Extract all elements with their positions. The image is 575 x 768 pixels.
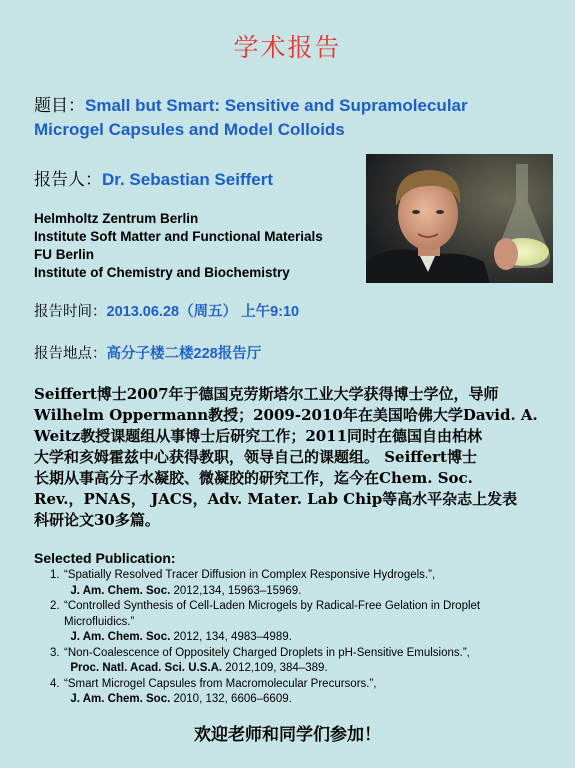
talk-topic (34, 94, 554, 141)
publication-item (50, 599, 550, 646)
affiliation-line: Institute Soft Matter and Functional Materials (34, 229, 323, 244)
affiliation-line: FU Berlin (34, 247, 95, 262)
publication-details: 2012, 134, 4983–4989. (170, 631, 292, 643)
publication-title: “Smart Microgel Capsules from Macromolecular Precursors.”, (64, 677, 377, 690)
closing-invitation: 欢迎老师和同学们参加！ (194, 725, 381, 745)
time-label: 报告时间： (34, 304, 107, 320)
speaker-photo (366, 154, 553, 283)
publication-number: 3. (50, 646, 60, 659)
publication-citation (64, 584, 550, 600)
page-title: 学术报告 (233, 33, 342, 62)
speaker-bio (34, 384, 554, 531)
publication-number: 1. (50, 569, 60, 581)
publication-citation (64, 630, 550, 646)
talk-location (34, 342, 261, 363)
speaker-label: 报告人： (34, 170, 102, 190)
place-label: 报告地点： (34, 346, 107, 362)
publication-number: 2. (50, 600, 60, 612)
speaker-name: Dr. Sebastian Seiffert (102, 170, 274, 189)
publication-item (50, 568, 550, 599)
topic-label: 题目： (34, 96, 85, 116)
place-value: 高分子楼二楼228报告厅 (106, 346, 262, 362)
bio-line: Seiffert博士2007年于德国克劳斯塔尔工业大学获得博士学位，导师 (34, 385, 499, 403)
publication-journal: J. Am. Chem. Soc. (70, 631, 171, 643)
publication-details: 2012,109, 384–389. (222, 662, 328, 674)
affiliation-line: Institute of Chemistry and Biochemistry (34, 265, 290, 280)
topic-line-2: Microgel Capsules and Model Colloids (34, 120, 345, 139)
talk-time (34, 300, 299, 321)
speaker-photo-illustration (366, 154, 553, 283)
publication-citation (64, 661, 550, 677)
publication-citation (64, 692, 550, 708)
publication-title: “Controlled Synthesis of Cell-Laden Microgels by Radical-Free Gelation in Droplet (64, 600, 481, 612)
publication-title: Microfluidics.” (64, 615, 135, 628)
publication-item (50, 677, 550, 708)
publication-details: 2010, 132, 6606–6609. (170, 693, 292, 705)
publications-heading: Selected Publication: (34, 550, 176, 566)
publication-number: 4. (50, 677, 60, 690)
bio-line: 长期从事高分子水凝胶、微凝胶的研究工作，迄今在Chem. Soc. (34, 469, 473, 487)
publication-journal: Proc. Natl. Acad. Sci. U.S.A. (70, 662, 223, 674)
publication-title: “Non-Coalescence of Oppositely Charged Droplets in pH-Sensitive Emulsions.”, (64, 646, 470, 659)
bio-line: Weitz教授课题组从事博士后研究工作；2011同时在德国自由柏林 (34, 427, 483, 445)
speaker (34, 165, 273, 190)
bio-line: 大学和亥姆霍兹中心获得教职，领导自己的课题组。 Seiffert博士 (34, 448, 477, 466)
publication-title: “Spatially Resolved Tracer Diffusion in Complex Responsive Hydrogels.”, (64, 569, 436, 581)
publication-journal: J. Am. Chem. Soc. (70, 584, 171, 597)
bio-line: Wilhelm Oppermann教授；2009-2010年在美国哈佛大学David. A. (34, 406, 538, 424)
bio-line: Rev.，PNAS， JACS，Adv. Mater. Lab Chip等高水平杂志上发表 (34, 490, 518, 508)
affiliation-line: Helmholtz Zentrum Berlin (34, 211, 199, 226)
publication-item (50, 646, 550, 677)
publication-details: 2012,134, 15963–15969. (170, 584, 302, 597)
time-value: 2013.06.28（周五） 上午9:10 (106, 304, 300, 320)
publication-list (50, 568, 550, 708)
affiliations (34, 210, 323, 282)
topic-line-1: Small but Smart: Sensitive and Supramolecular (85, 96, 468, 115)
bio-line: 科研论文30多篇。 (34, 511, 160, 529)
publication-journal: J. Am. Chem. Soc. (70, 693, 171, 705)
